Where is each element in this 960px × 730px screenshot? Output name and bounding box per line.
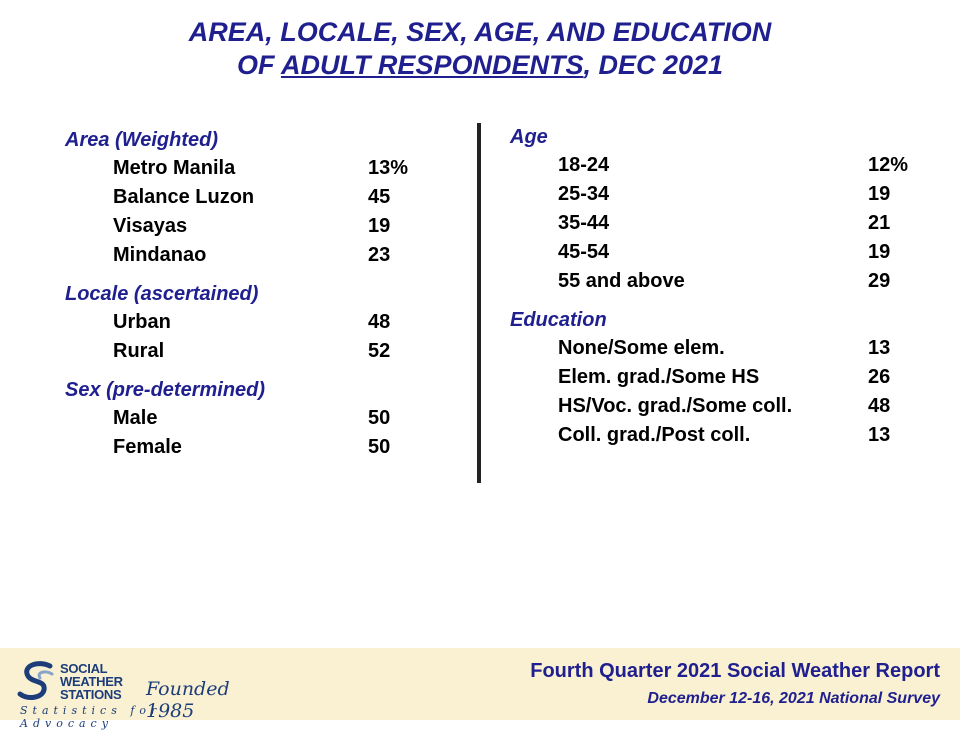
logo-line-1: SOCIAL (60, 661, 108, 676)
right-column (510, 123, 950, 450)
area-row-value: 23 (368, 244, 391, 266)
locale-row-label: Urban (113, 311, 171, 333)
left-column (65, 126, 465, 462)
area-row (65, 212, 465, 241)
sex-row (65, 433, 465, 462)
education-row-value: 26 (868, 366, 891, 388)
title-line-2 (0, 49, 960, 82)
title-line-2-underlined: ADULT RESPONDENTS (280, 50, 584, 80)
age-row-label: 55 and above (558, 270, 685, 292)
area-row (65, 183, 465, 212)
locale-row-value: 48 (368, 311, 391, 333)
education-row-value: 13 (868, 337, 891, 359)
sex-row-label: Female (113, 436, 182, 458)
education-row (510, 392, 950, 421)
age-row-value: 21 (868, 212, 891, 234)
age-row (510, 151, 950, 180)
sws-logo (16, 656, 256, 730)
swirl-logo-icon (16, 660, 56, 702)
age-row (510, 267, 950, 296)
area-row (65, 241, 465, 270)
area-heading: Area (Weighted) (65, 129, 218, 151)
area-row-label: Mindanao (113, 244, 207, 266)
education-row (510, 363, 950, 392)
age-row (510, 209, 950, 238)
education-row-label: HS/Voc. grad./Some coll. (558, 395, 793, 417)
title-line-2-suffix: , DEC 2021 (583, 50, 724, 80)
footer-band (0, 648, 960, 730)
age-row-value: 29 (868, 270, 891, 292)
title-line-2-prefix: OF (236, 50, 281, 80)
area-row-label: Visayas (113, 215, 188, 237)
education-row-label: None/Some elem. (558, 337, 725, 359)
logo-line-2: WEATHER (60, 674, 123, 689)
area-row-label: Metro Manila (113, 157, 236, 179)
age-row (510, 180, 950, 209)
locale-row-label: Rural (113, 340, 165, 362)
report-subtitle: December 12-16, 2021 National Survey (647, 690, 940, 707)
founded-text: Founded 1985 (146, 678, 230, 722)
age-row (510, 238, 950, 267)
age-row-label: 45-54 (558, 241, 610, 263)
education-heading: Education (510, 309, 607, 331)
education-row-label: Elem. grad./Some HS (558, 366, 760, 388)
age-row-label: 35-44 (558, 212, 610, 234)
age-heading: Age (510, 126, 548, 148)
sex-heading: Sex (pre-determined) (65, 379, 266, 401)
locale-heading: Locale (ascertained) (65, 283, 259, 305)
logo-line-3: STATIONS (60, 687, 122, 702)
sex-row-label: Male (113, 407, 158, 429)
education-row (510, 421, 950, 450)
column-divider (477, 123, 481, 483)
area-row-label: Balance Luzon (113, 186, 255, 208)
age-row-value: 19 (868, 241, 891, 263)
age-row-value: 19 (868, 183, 891, 205)
education-row (510, 334, 950, 363)
area-row-value: 19 (368, 215, 391, 237)
age-row-label: 25-34 (558, 183, 610, 205)
education-row-value: 48 (868, 395, 891, 417)
logo-text (60, 662, 123, 701)
locale-row (65, 337, 465, 366)
area-row-value: 45 (368, 186, 391, 208)
sex-row (65, 404, 465, 433)
locale-row-value: 52 (368, 340, 391, 362)
title-line-1: AREA, LOCALE, SEX, AGE, AND EDUCATION (188, 17, 772, 47)
sex-row-value: 50 (368, 436, 391, 458)
education-row-value: 13 (868, 424, 891, 446)
locale-row (65, 308, 465, 337)
tagline: Statistics for Advocacy (20, 704, 162, 730)
age-row-value: 12% (868, 154, 909, 176)
sex-row-value: 50 (368, 407, 391, 429)
area-row-value: 13% (368, 157, 409, 179)
slide-title (0, 16, 960, 82)
education-row-label: Coll. grad./Post coll. (558, 424, 751, 446)
report-title: Fourth Quarter 2021 Social Weather Report (530, 660, 940, 682)
age-row-label: 18-24 (558, 154, 610, 176)
area-row (65, 154, 465, 183)
